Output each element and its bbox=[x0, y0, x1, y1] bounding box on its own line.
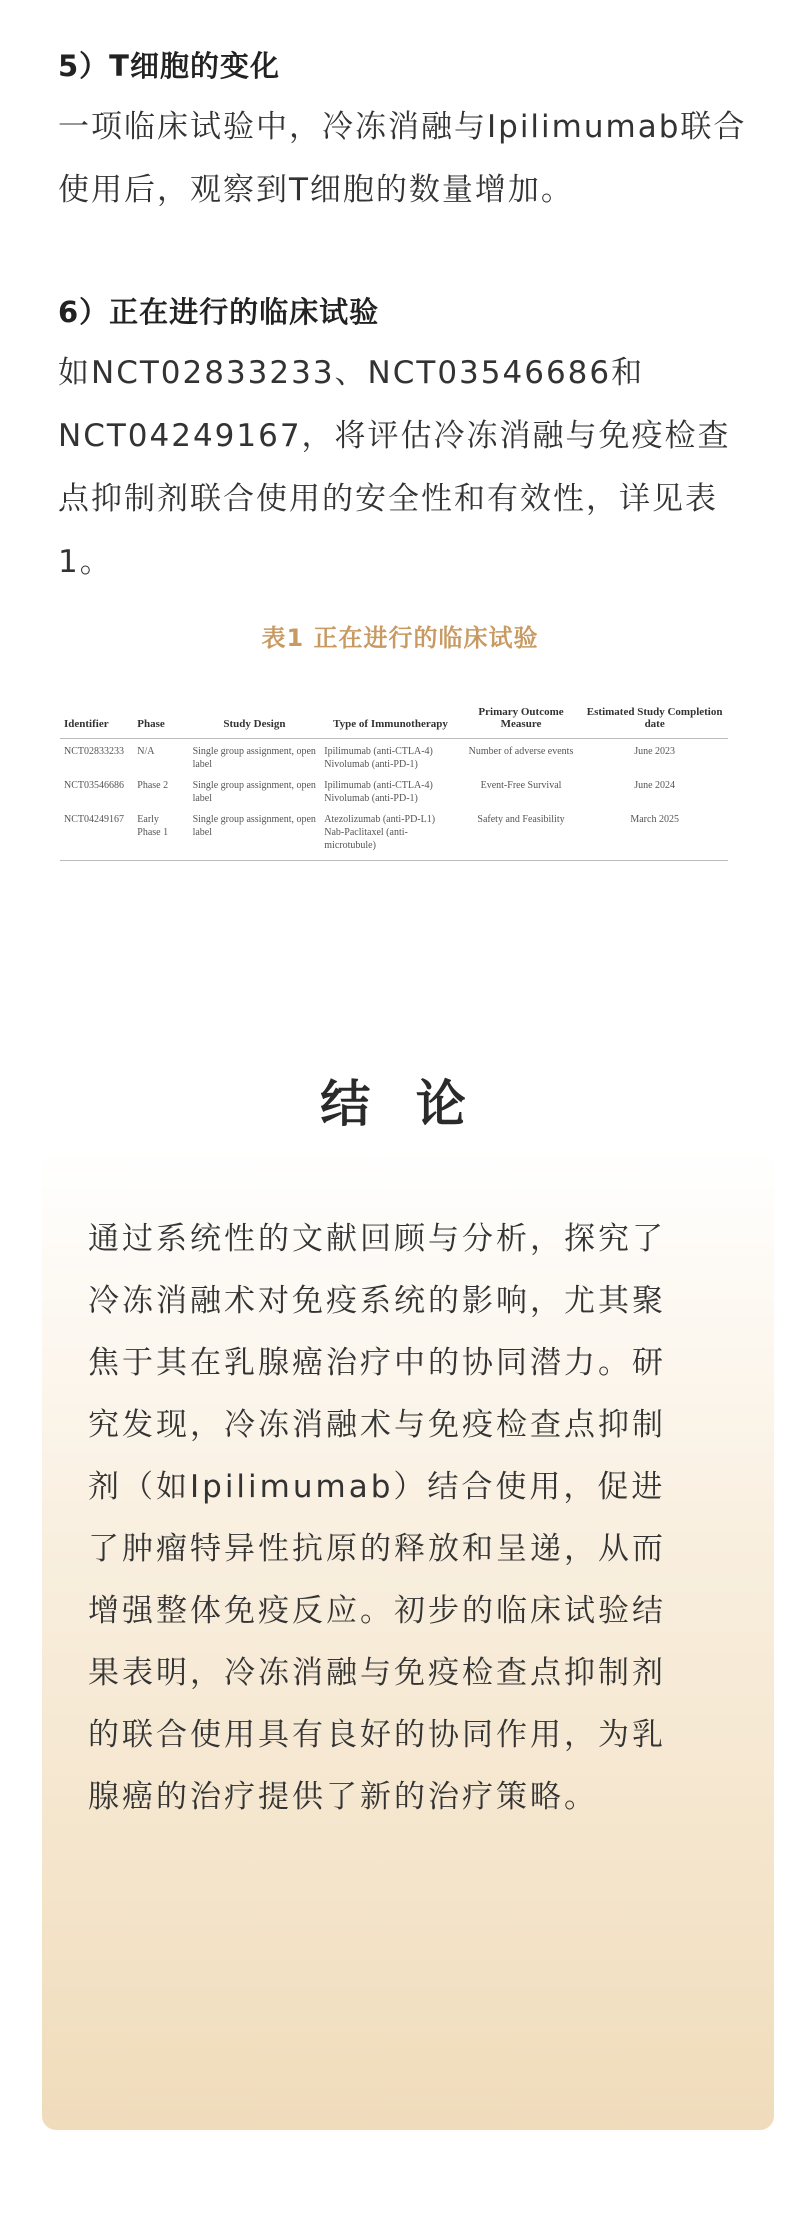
cell-completion-date: June 2024 bbox=[634, 780, 676, 791]
cell-study-design: Single group assignment, open label bbox=[192, 780, 316, 804]
cell-study-design: Single group assignment, open label bbox=[189, 807, 321, 861]
table-header-row bbox=[60, 700, 728, 739]
table-row bbox=[60, 739, 728, 774]
header-primary-outcome: Primary Outcome Measure bbox=[461, 700, 582, 739]
header-immunotherapy: Type of Immunotherapy bbox=[320, 700, 460, 739]
cell-identifier: NCT03546686 bbox=[64, 780, 124, 791]
header-identifier: Identifier bbox=[60, 700, 133, 739]
cell-identifier: NCT04249167 bbox=[60, 807, 133, 861]
header-study-design: Study Design bbox=[189, 700, 321, 739]
cell-primary-outcome: Safety and Feasibility bbox=[461, 807, 582, 861]
cell-phase: Phase 2 bbox=[137, 780, 169, 791]
conclusion-title: 结 论 bbox=[320, 1074, 480, 1133]
conclusion-body: 通过系统性的文献回顾与分析，探究了冷冻消融术对免疫系统的影响，尤其聚焦于其在乳腺癌治疗中的协同潜力。研究发现，冷冻消融术与免疫检查点抑制剂（如Ipilimumab）结合使用，促进了肿瘤特异性抗原的释放和呈递，从而增强整体免疫反应。初步的临床试验结果表明，冷冻消融与免疫检查点抑制剂的联合使用具有良好的协同作用，为乳腺癌的治疗提供了新的治疗策略。 bbox=[88, 1221, 666, 1815]
clinical-trials-table bbox=[60, 700, 728, 861]
cell-primary-outcome: Number of adverse events bbox=[468, 746, 574, 757]
cell-primary-outcome: Event-Free Survival bbox=[480, 780, 562, 791]
cell-completion-date: March 2025 bbox=[581, 807, 728, 861]
cell-immunotherapy: Ipilimumab (anti-CTLA-4) Nivolumab (anti-PD-1) bbox=[324, 780, 433, 804]
cell-phase: N/A bbox=[137, 746, 155, 757]
cell-phase: Early Phase 1 bbox=[133, 807, 188, 861]
section-6-body: 如NCT02833233、NCT03546686和NCT04249167，将评估冷冻消融与免疫检查点抑制剂联合使用的安全性和有效性，详见表1。 bbox=[58, 355, 731, 580]
header-phase: Phase bbox=[133, 700, 188, 739]
cell-study-design: Single group assignment, open label bbox=[192, 746, 316, 770]
section-5-body: 一项临床试验中，冷冻消融与Ipilimumab联合使用后，观察到T细胞的数量增加。 bbox=[58, 109, 747, 208]
table-caption: 表1 正在进行的临床试验 bbox=[261, 624, 539, 652]
table-row bbox=[60, 807, 728, 861]
cell-immunotherapy: Ipilimumab (anti-CTLA-4) Nivolumab (anti-PD-1) bbox=[324, 746, 433, 770]
cell-identifier: NCT02833233 bbox=[64, 746, 124, 757]
header-completion-date: Estimated Study Completion date bbox=[581, 700, 728, 739]
cell-completion-date: June 2023 bbox=[634, 746, 676, 757]
section-6-heading: 6）正在进行的临床试验 bbox=[58, 295, 380, 329]
table-row bbox=[60, 773, 728, 807]
section-5-heading: 5）T细胞的变化 bbox=[58, 49, 280, 83]
cell-immunotherapy: Atezolizumab (anti-PD-L1) Nab-Paclitaxel (anti-microtubule) bbox=[320, 807, 460, 861]
